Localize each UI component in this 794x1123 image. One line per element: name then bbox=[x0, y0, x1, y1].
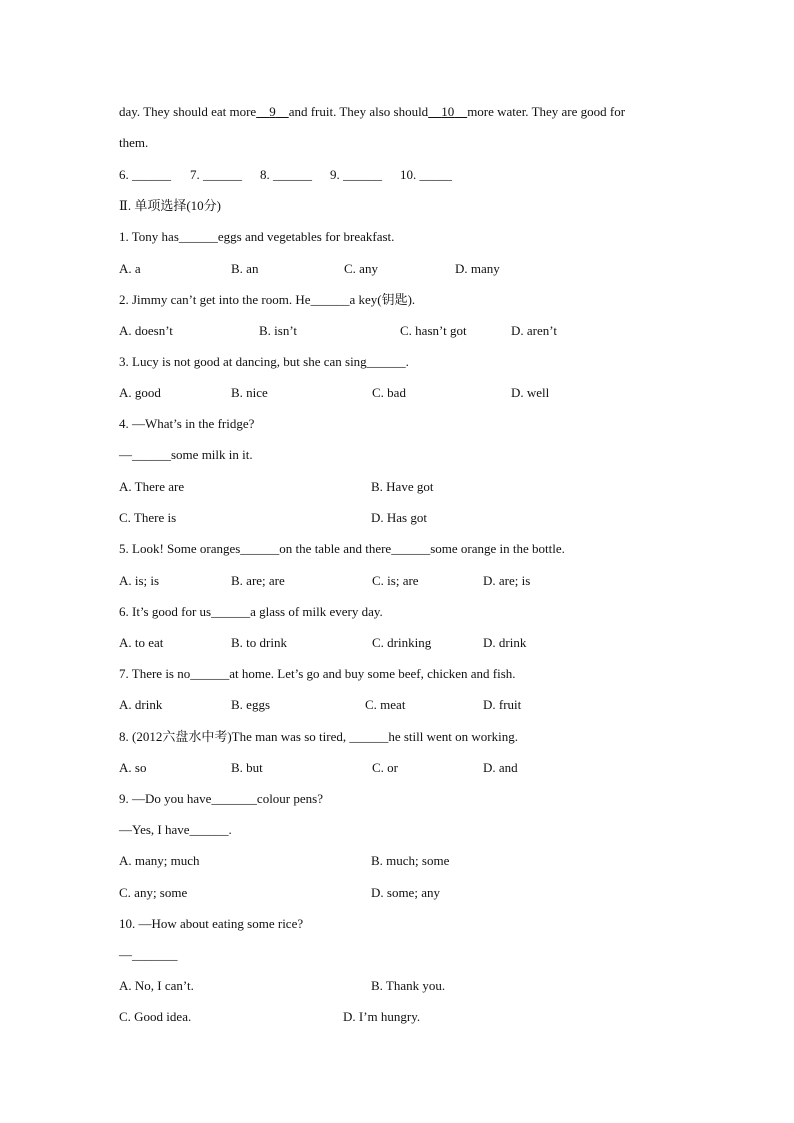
option-b: B. an bbox=[231, 261, 259, 276]
question-stem: 3. Lucy is not good at dancing, but she can sing______. bbox=[119, 354, 409, 369]
option-c: C. meat bbox=[365, 697, 406, 712]
option-b: B. but bbox=[231, 760, 263, 775]
option-d: D. many bbox=[455, 261, 500, 276]
option-a: A. to eat bbox=[119, 635, 164, 650]
passage-line-2: them. bbox=[119, 135, 149, 150]
option-d: D. well bbox=[511, 385, 550, 400]
option-d: D. aren’t bbox=[511, 323, 557, 338]
question-stem: 10. —How about eating some rice? bbox=[119, 916, 304, 931]
answer-blank-8: 8. ______ bbox=[260, 167, 312, 182]
question-stem: 5. Look! Some oranges______on the table and there______some orange in the bottle. bbox=[119, 541, 565, 556]
option-a: A. is; is bbox=[119, 573, 160, 588]
question-stem: 1. Tony has______eggs and vegetables for breakfast. bbox=[119, 229, 395, 244]
option-d: D. and bbox=[483, 760, 518, 775]
question-response: —______some milk in it. bbox=[119, 447, 253, 462]
passage-text: and fruit. They also should bbox=[288, 104, 429, 119]
option-b: B. much; some bbox=[371, 853, 450, 868]
option-c: C. any; some bbox=[119, 885, 188, 900]
option-d: D. Has got bbox=[371, 510, 427, 525]
option-a: A. There are bbox=[119, 479, 185, 494]
option-a: A. No, I can’t. bbox=[119, 978, 194, 993]
option-c: C. There is bbox=[119, 510, 177, 525]
option-a: A. good bbox=[119, 385, 161, 400]
option-a: A. doesn’t bbox=[119, 323, 173, 338]
option-b: B. isn’t bbox=[259, 323, 298, 338]
option-c: C. is; are bbox=[372, 573, 419, 588]
option-c: C. any bbox=[344, 261, 378, 276]
option-b: B. Have got bbox=[371, 479, 434, 494]
blank-9: 9 bbox=[269, 104, 276, 119]
question-stem: 6. It’s good for us______a glass of milk every day. bbox=[119, 604, 383, 619]
option-d: D. fruit bbox=[483, 697, 522, 712]
question-stem: 4. —What’s in the fridge? bbox=[119, 416, 255, 431]
question-response: —_______ bbox=[119, 947, 178, 962]
passage-text: more water. They are good for bbox=[467, 104, 626, 119]
option-c: C. drinking bbox=[372, 635, 432, 650]
option-d: D. I’m hungry. bbox=[343, 1009, 421, 1024]
question-stem: 2. Jimmy can’t get into the room. He______a key(钥匙). bbox=[119, 292, 416, 307]
question-response: —Yes, I have______. bbox=[119, 822, 232, 837]
passage-line-1 bbox=[119, 104, 625, 120]
option-d: D. some; any bbox=[371, 885, 440, 900]
option-b: B. eggs bbox=[231, 697, 270, 712]
option-c: C. bad bbox=[372, 385, 406, 400]
option-c: C. or bbox=[372, 760, 398, 775]
answer-blank-6: 6. ______ bbox=[119, 167, 171, 182]
answer-blank-7: 7. ______ bbox=[190, 167, 242, 182]
question-stem: 7. There is no______at home. Let’s go and buy some beef, chicken and fish. bbox=[119, 666, 516, 681]
option-b: B. Thank you. bbox=[371, 978, 446, 993]
question-stem: 9. —Do you have_______colour pens? bbox=[119, 791, 323, 806]
option-b: B. nice bbox=[231, 385, 268, 400]
option-d: D. are; is bbox=[483, 573, 531, 588]
option-a: A. so bbox=[119, 760, 147, 775]
option-b: B. are; are bbox=[231, 573, 285, 588]
question-stem: 8. (2012六盘水中考)The man was so tired, ______he still went on working. bbox=[119, 729, 518, 744]
section-title: Ⅱ. 单项选择(10分) bbox=[119, 198, 221, 213]
option-a: A. drink bbox=[119, 697, 163, 712]
blank-10: 10 bbox=[441, 104, 455, 119]
option-a: A. many; much bbox=[119, 853, 200, 868]
option-a: A. a bbox=[119, 261, 141, 276]
option-b: B. to drink bbox=[231, 635, 287, 650]
answer-blank-9: 9. ______ bbox=[330, 167, 382, 182]
option-c: C. hasn’t got bbox=[400, 323, 467, 338]
option-c: C. Good idea. bbox=[119, 1009, 192, 1024]
passage-text: day. They should eat more bbox=[119, 104, 257, 119]
option-d: D. drink bbox=[483, 635, 527, 650]
answer-blank-10: 10. _____ bbox=[400, 167, 452, 182]
